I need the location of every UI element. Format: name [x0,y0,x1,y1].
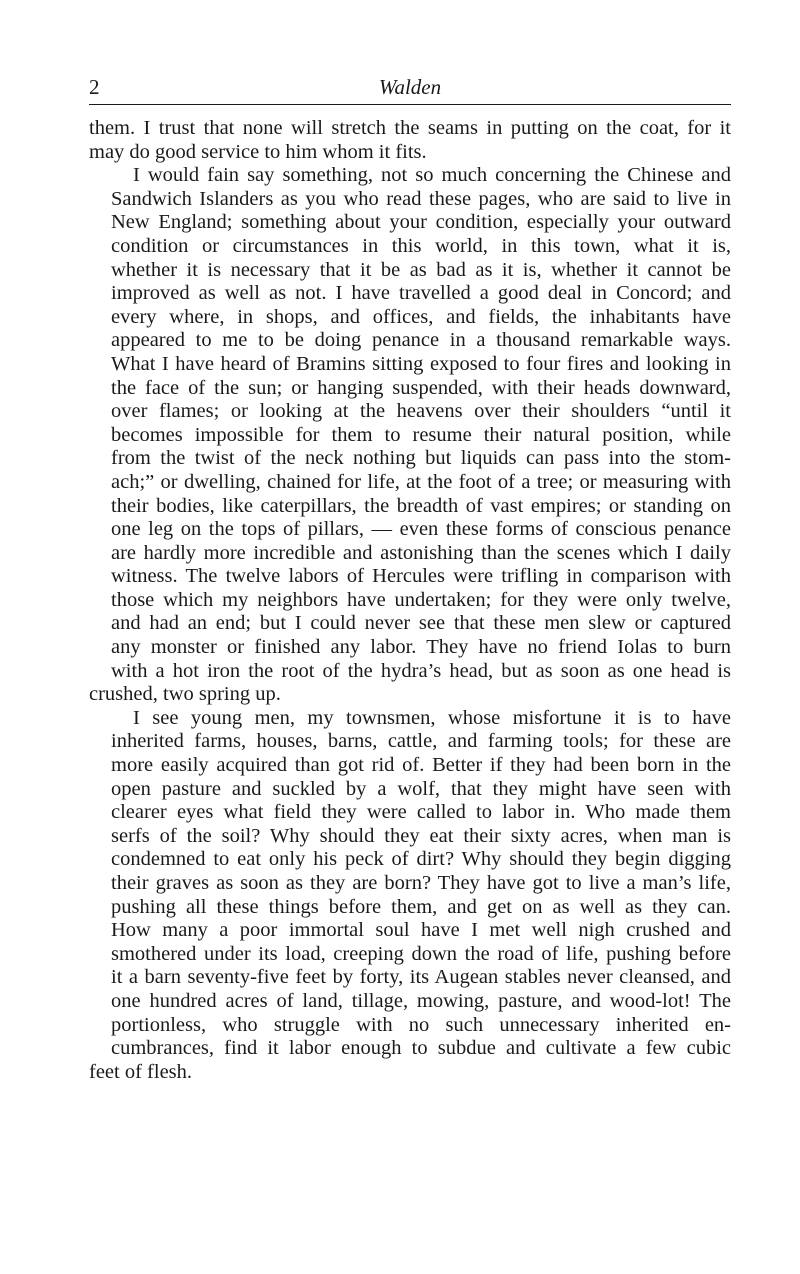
text-line: serfs of the soil? Why should they eat their sixty acres, when man is [111,824,731,847]
text-line: from the twist of the neck nothing but liquids can pass into the stom- [111,447,731,470]
text-line: New England; something about your condition, especially your outward [111,211,731,234]
text-line: their graves as soon as they are born? They have got to live a man’s life, [111,872,731,894]
book-page [89,72,731,1084]
paragraph [89,117,731,164]
text-line: more easily acquired than got rid of. Better if they had been born in the [111,754,731,777]
text-line: witness. The twelve labors of Hercules were trifling in comparison with [111,565,731,588]
text-line: over flames; or looking at the heavens over their shoulders “until it [111,400,731,423]
text-line: pushing all these things before them, and get on as well as they can. [111,895,731,918]
text-line: Sandwich Islanders as you who read these pages, who are said to live in [111,187,731,210]
paragraph [89,164,731,707]
text-line: their bodies, like caterpillars, the breadth of vast empires; or standing on [111,494,731,517]
running-head [89,72,731,102]
text-line: crushed, two spring up. [89,683,281,706]
text-line: What I have heard of Bramins sitting exposed to four fires and looking in [111,352,731,375]
text-line: open pasture and suckled by a wolf, that they might have seen with [111,777,731,800]
text-line: portionless, who struggle with no such unnecessary inherited en- [111,1013,731,1036]
text-line: and had an end; but I could never see that these men slew or captured [111,612,731,635]
text-line: any monster or finished any labor. They have no friend Iolas to burn [111,636,731,659]
text-line: every where, in shops, and offices, and fields, the inhabitants have [111,305,731,328]
text-line: I would fain say something, not so much concerning the Chinese and [133,164,731,187]
text-line: the face of the sun; or hanging suspended, with their heads downward, [111,376,731,399]
text-line: appeared to me to be doing penance in a thousand remarkable ways. [111,329,731,352]
text-line: with a hot iron the root of the hydra’s head, but as soon as one head is [111,659,731,682]
text-line: ach;” or dwelling, chained for life, at the foot of a tree; or measuring with [111,470,731,493]
text-line: cumbrances, find it labor enough to subdue and cultivate a few cubic [111,1037,731,1060]
text-line: are hardly more incredible and astonishing than the scenes which I daily [111,541,731,564]
text-line: may do good service to him whom it fits. [89,140,427,163]
body-text [89,117,731,1084]
text-line: I see young men, my townsmen, whose misfortune it is to have [133,706,731,729]
header-rule [89,104,731,105]
text-line: them. I trust that none will stretch the seams in putting on the coat, for it [89,117,731,139]
text-line: feet of flesh. [89,1060,193,1083]
text-line: inherited farms, houses, barns, cattle, and farming tools; for these are [111,730,731,753]
text-line: those which my neighbors have undertaken; for they were only twelve, [111,588,731,611]
running-title: Walden [378,75,442,99]
text-line: smothered under its load, creeping down the road of life, pushing before [111,942,731,965]
text-line: becomes impossible for them to resume their natural position, while [111,423,731,446]
text-line: clearer eyes what field they were called to labor in. Who made them [111,801,731,824]
text-line: one hundred acres of land, tillage, mowing, pasture, and wood-lot! The [111,989,731,1012]
page-number: 2 [89,75,100,99]
text-line: improved as well as not. I have travelled a good deal in Concord; and [111,282,731,305]
paragraph [89,707,731,1085]
text-line: whether it is necessary that it be as bad as it is, whether it cannot be [111,258,731,281]
text-line: one leg on the tops of pillars, — even these forms of conscious penance [111,518,731,541]
text-line: condition or circumstances in this world, in this town, what it is, [111,234,731,257]
text-line: How many a poor immortal soul have I met well nigh crushed and [111,919,731,942]
text-line: condemned to eat only his peck of dirt? Why should they begin digging [111,848,731,871]
text-line: it a barn seventy-five feet by forty, its Augean stables never cleansed, and [111,966,731,989]
